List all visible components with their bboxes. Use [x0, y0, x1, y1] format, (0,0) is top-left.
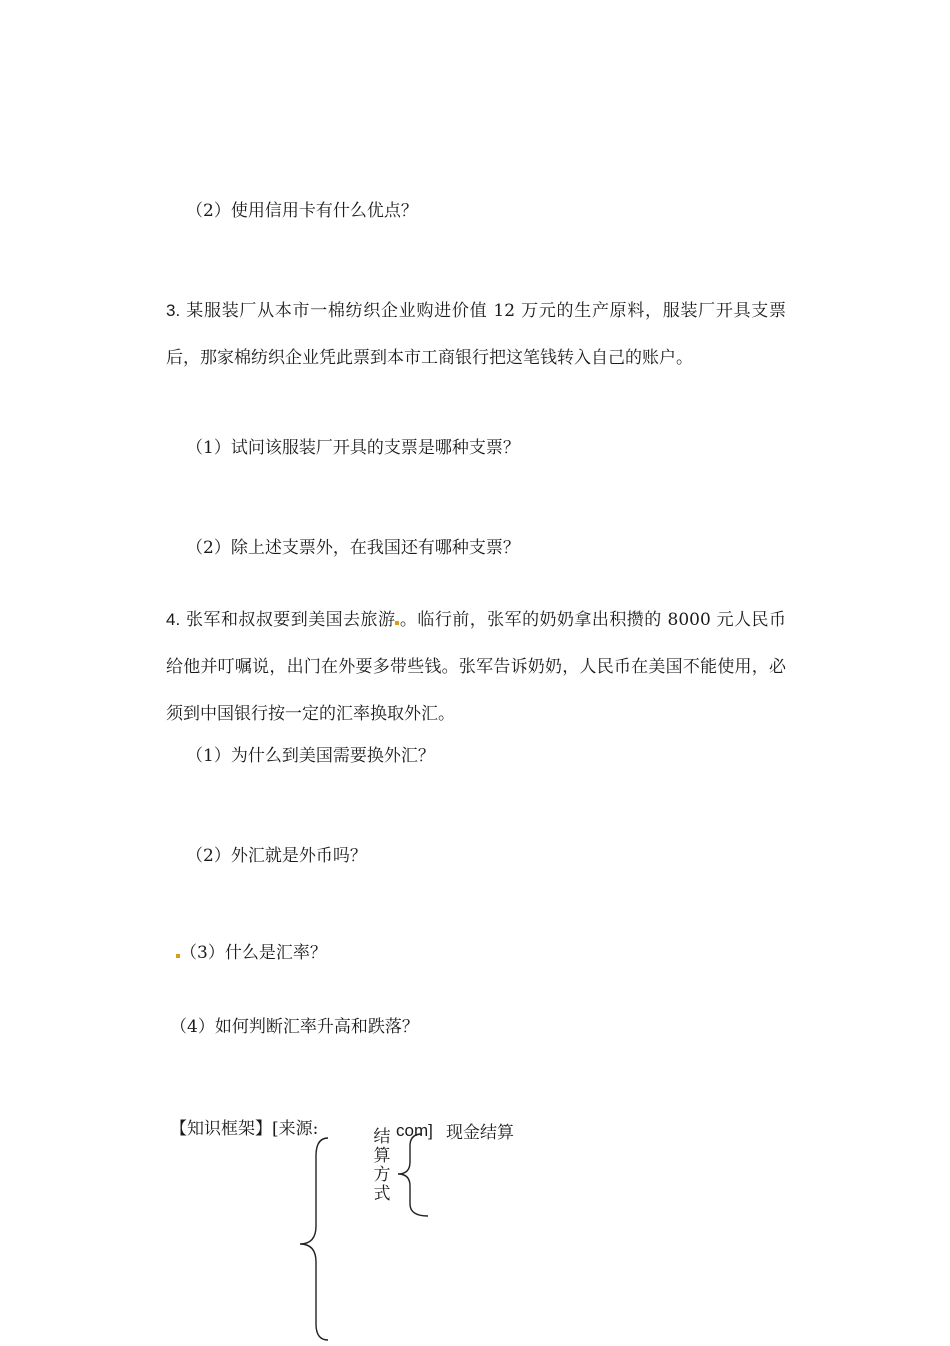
question-3-number: 3. — [166, 301, 181, 320]
vertical-char: 算 — [373, 1146, 391, 1166]
framework-heading: 【知识框架】[来源: — [170, 1119, 319, 1139]
question-4-body-b: 。临行前，张军的奶奶拿出积攒的 8000 元人民币给他并叮嘱说，出门在外要多带些钱。张军告诉奶奶，人民币在美国不能使用，必须到中国银行按一定的汇率换取外汇。 — [166, 610, 787, 724]
question-4-sub-3-text: （3）什么是汇率？ — [180, 943, 327, 963]
question-4-text — [166, 596, 786, 738]
question-4-body-a: 张军和叔叔要到美国去旅游 — [186, 610, 396, 630]
question-3-text — [166, 287, 786, 382]
question-2-2: （2）使用信用卡有什么优点？ — [186, 201, 418, 221]
question-4-sub-4: （4）如何判断汇率升高和跌落？ — [170, 1017, 419, 1037]
framework-source-tail: com] — [396, 1121, 433, 1140]
vertical-char: 方 — [373, 1165, 391, 1185]
question-4-sub-2: （2）外汇就是外币吗？ — [186, 846, 367, 866]
question-4-sub-3 — [176, 943, 327, 963]
question-4-number: 4. — [166, 610, 181, 629]
question-3-sub-2: （2）除上述支票外，在我国还有哪种支票？ — [186, 538, 520, 558]
question-4-sub-1: （1）为什么到美国需要换外汇？ — [186, 746, 435, 766]
settlement-method-label — [372, 1128, 392, 1204]
vertical-char: 结 — [373, 1127, 391, 1147]
question-3-sub-1: （1）试问该服装厂开具的支票是哪种支票？ — [186, 438, 520, 458]
cash-settlement-item: 现金结算 — [446, 1123, 514, 1143]
question-3-body: 某服装厂从本市一棉纺织企业购进价值 12 万元的生产原料，服装厂开具支票后，那家棉纺织企业凭此票到本市工商银行把这笔钱转入自己的账户。 — [166, 301, 786, 368]
vertical-char: 式 — [373, 1184, 391, 1204]
large-brace — [294, 1136, 334, 1346]
small-brace — [394, 1132, 434, 1222]
